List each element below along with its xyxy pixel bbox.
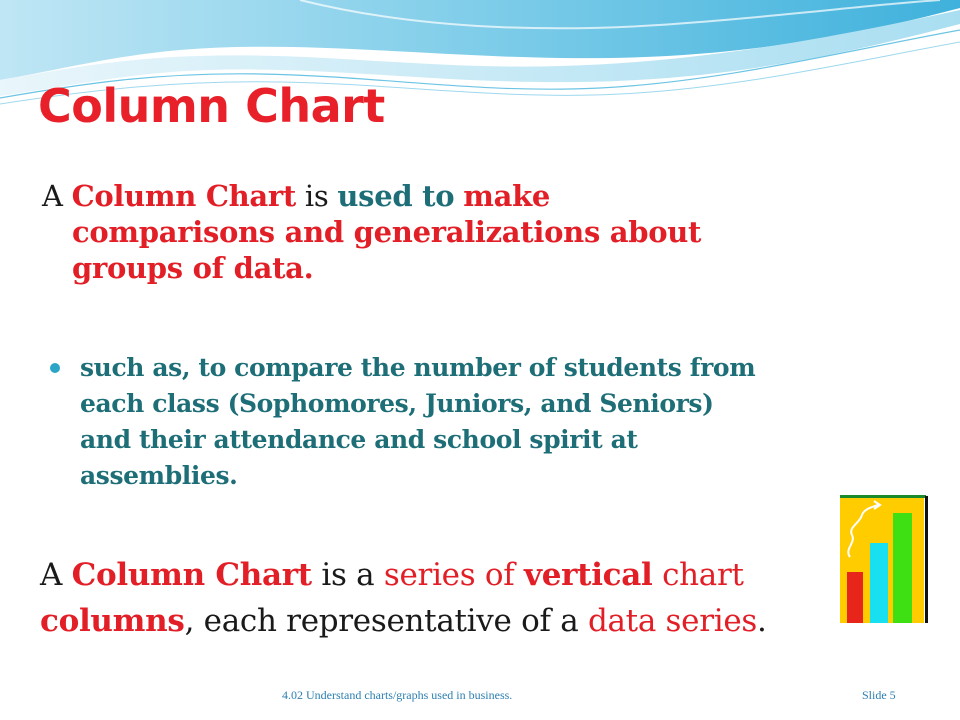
space [454, 179, 463, 213]
text-a: A [40, 557, 72, 593]
definition-paragraph [42, 178, 832, 286]
clipart-cyan-column [870, 543, 888, 623]
text-used-to: used to [337, 179, 455, 213]
definition-line-3: groups of data. [72, 251, 314, 285]
column-chart-clipart-icon [838, 493, 928, 625]
text-is: is [295, 179, 338, 213]
slide-title: Column Chart [38, 79, 385, 133]
term-column-chart: Column Chart [71, 557, 312, 593]
term-data-series: data series [587, 603, 757, 639]
example-bullet [50, 350, 870, 494]
series-paragraph [40, 552, 840, 644]
text-each-representative: , each representative of a [184, 603, 588, 639]
footer-slide-number: Slide 5 [862, 688, 896, 702]
definition-line-1 [42, 178, 832, 214]
bullet-dot-icon [50, 363, 60, 373]
clipart-red-column [847, 572, 863, 623]
series-line-1 [40, 552, 840, 598]
bullet-line-4: assemblies. [80, 461, 238, 490]
footer-course-text: 4.02 Understand charts/graphs used in business. [282, 688, 513, 702]
term-columns: columns [40, 603, 185, 639]
clipart-green-column [893, 513, 912, 623]
clipart-top-border [840, 495, 926, 498]
text-a: A [42, 179, 72, 213]
space [514, 557, 524, 593]
term-column-chart: Column Chart [71, 179, 296, 213]
clipart-right-border [925, 496, 928, 623]
bullet-line-2: each class (Sophomores, Juniors, and Seniors) [80, 389, 714, 418]
bullet-line-1: such as, to compare the number of students from [80, 353, 756, 382]
text-series-of: series of [383, 557, 515, 593]
text-chart: chart [652, 557, 744, 593]
bullet-line-3: and their attendance and school spirit at [80, 425, 638, 454]
definition-line-2: comparisons and generalizations about [72, 215, 702, 249]
text-make: make [463, 179, 551, 213]
series-line-2 [40, 598, 840, 644]
text-period: . [757, 603, 767, 639]
text-is-a: is a [311, 557, 384, 593]
term-vertical: vertical [524, 557, 653, 593]
